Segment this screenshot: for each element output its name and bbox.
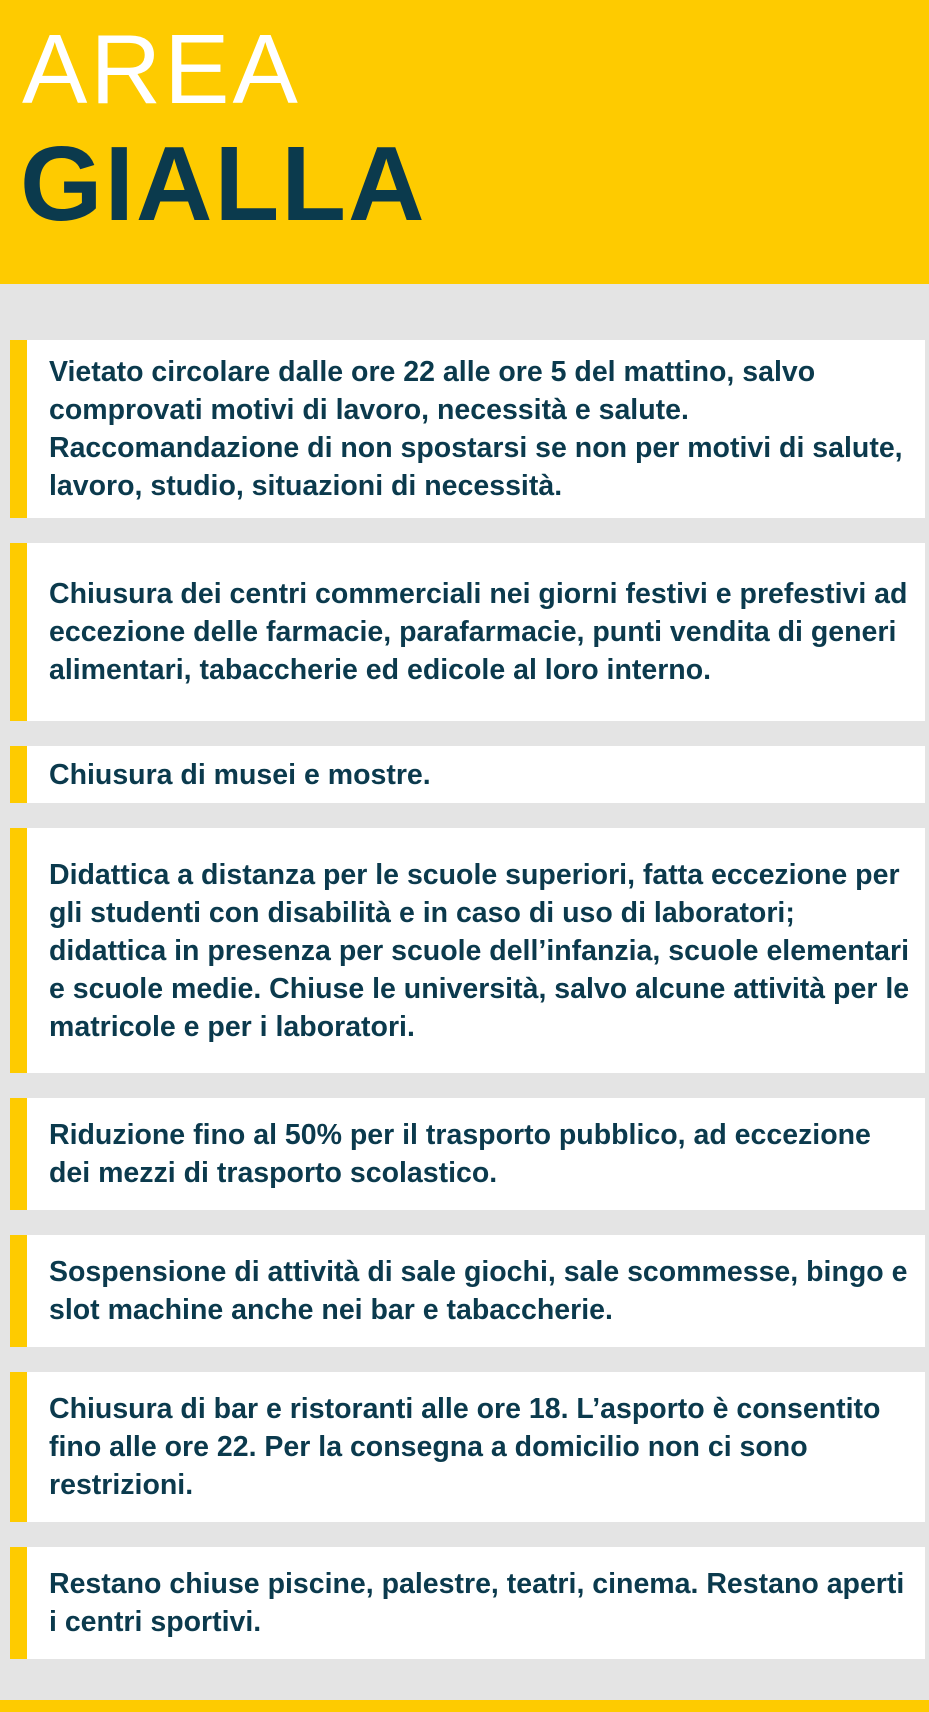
rules-list — [10, 340, 925, 1684]
rule-text: Restano chiuse piscine, palestre, teatri, cinema. Restano aperti i centri sportivi. — [49, 1568, 905, 1638]
title-gialla: GIALLA — [20, 125, 427, 243]
footer-accent-bar — [0, 1700, 929, 1712]
title-area: AREA — [22, 14, 301, 124]
rule-item-public-transport — [10, 1098, 925, 1210]
rule-text: Chiusura di bar e ristoranti alle ore 18. L’asporto è consentito fino alle ore 22. Per la consegna a domicilio non ci sono restrizioni. — [49, 1393, 881, 1501]
rule-item-schools — [10, 828, 925, 1073]
rule-text: Riduzione fino al 50% per il trasporto pubblico, ad eccezione dei mezzi di trasporto scolastico. — [49, 1119, 871, 1189]
header-banner — [0, 0, 929, 284]
rule-text: Chiusura di musei e mostre. — [49, 758, 431, 791]
rule-item-gaming — [10, 1235, 925, 1347]
rule-text: Chiusura dei centri commerciali nei giorni festivi e prefestivi ad eccezione delle farmacie, parafarmacie, punti vendita di generi alimentari, tabaccherie ed edicole al loro interno. — [49, 578, 908, 686]
rule-text: Vietato circolare dalle ore 22 alle ore 5 del mattino, salvo comprovati motivi di lavoro, necessità e salute. Raccomandazione di non spostarsi se non per motivi di salute, lavoro, studio, situazioni di necessità. — [49, 356, 903, 502]
rule-text: Sospensione di attività di sale giochi, sale scommesse, bingo e slot machine anche nei bar e tabaccherie. — [49, 1256, 908, 1326]
rule-item-bars-restaurants — [10, 1372, 925, 1522]
rule-item-shopping-centers — [10, 543, 925, 721]
rule-item-museums — [10, 746, 925, 803]
rule-item-curfew — [10, 340, 925, 518]
rule-item-sports — [10, 1547, 925, 1659]
rule-text: Didattica a distanza per le scuole superiori, fatta eccezione per gli studenti con disabilità e in caso di uso di laboratori; didattica in presenza per scuole dell’infanzia, scuole elementari e scuole medie. Chiuse le università, salvo alcune attività per le matricole e per i laboratori. — [49, 858, 910, 1043]
